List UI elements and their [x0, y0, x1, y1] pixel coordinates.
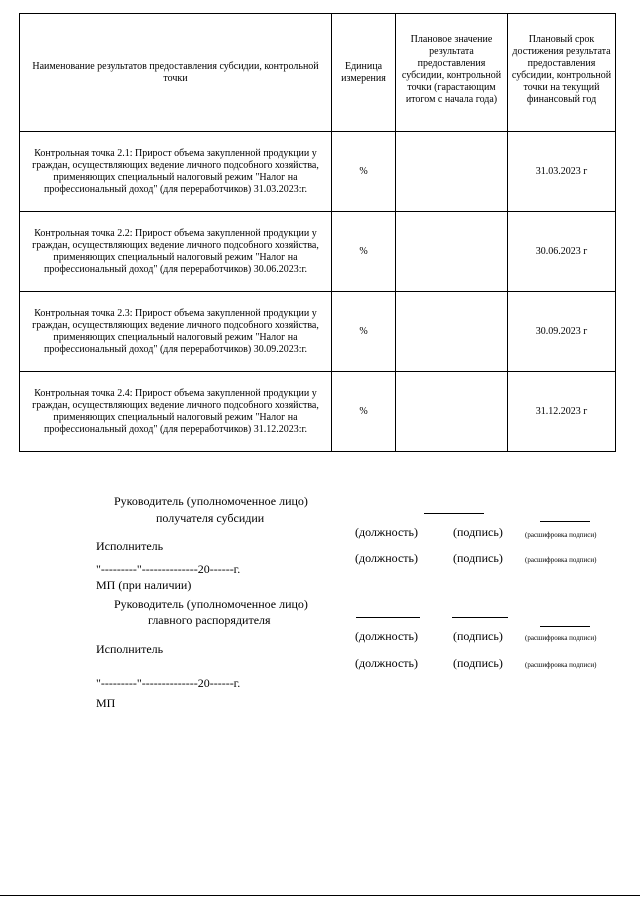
position-label: (должность) — [355, 525, 418, 539]
row-unit: % — [332, 132, 396, 212]
row-deadline: 30.09.2023 г — [508, 292, 616, 372]
transcript-label: (расшифровка подписи) — [525, 531, 597, 539]
stamp-label: МП (при наличии) — [96, 578, 192, 592]
executor-label: Исполнитель — [96, 642, 164, 656]
header-plan-value: Плановое значение результата предоставления субсидии, контрольной точки (гарастающим итогом с начала года) — [396, 14, 508, 132]
header-name: Наименование результатов предоставления субсидии, контрольной точки — [20, 14, 332, 132]
date-line: "---------"--------------20------г. — [96, 562, 241, 576]
signature-line — [540, 626, 590, 627]
row-deadline: 31.12.2023 г — [508, 372, 616, 452]
transcript-label: (расшифровка подписи) — [525, 556, 597, 564]
row-value — [396, 212, 508, 292]
row-value — [396, 372, 508, 452]
recipient-head-title: Руководитель (уполномоченное лицо) — [114, 494, 308, 508]
header-unit: Единица измерения — [332, 14, 396, 132]
row-name: Контрольная точка 2.2: Прирост объема закупленной продукции у граждан, осуществляющих ведение личного подсобного хозяйства, применяющих специальный налоговый режим "Налог на профессиональный доход" (для переработчиков) 30.06.2023:г. — [20, 212, 332, 292]
signature-label: (подпись) — [453, 629, 503, 643]
table-header-row — [20, 14, 616, 132]
row-name: Контрольная точка 2.3: Прирост объема закупленной продукции у граждан, осуществляющих ведение личного подсобного хозяйства, применяющих специальный налоговый режим "Налог на профессиональный доход" (для переработчиков) 30.09.2023:г. — [20, 292, 332, 372]
position-label: (должность) — [355, 551, 418, 565]
position-label: (должность) — [355, 656, 418, 670]
row-value — [396, 292, 508, 372]
distributor-head-title: Руководитель (уполномоченное лицо) — [114, 597, 308, 611]
signature-label: (подпись) — [453, 551, 503, 565]
header-plan-deadline: Плановый срок достижения результата предоставления субсидии, контрольной точки на текущий финансовый год — [508, 14, 616, 132]
signature-label: (подпись) — [453, 656, 503, 670]
executor-label: Исполнитель — [96, 539, 164, 553]
recipient-head-subtitle: получателя субсидии — [156, 511, 265, 525]
date-line: "---------"--------------20------г. — [96, 676, 241, 690]
page-bottom-rule — [0, 895, 640, 896]
transcript-label: (расшифровка подписи) — [525, 661, 597, 669]
row-name: Контрольная точка 2.4: Прирост объема закупленной продукции у граждан, осуществляющих ведение личного подсобного хозяйства, применяющих специальный налоговый режим "Налог на профессиональный доход" (для переработчиков) 31.12.2023:г. — [20, 372, 332, 452]
signature-label: (подпись) — [453, 525, 503, 539]
table-row — [20, 132, 616, 212]
table-row — [20, 372, 616, 452]
position-label: (должность) — [355, 629, 418, 643]
row-unit: % — [332, 212, 396, 292]
signature-line — [452, 617, 508, 618]
stamp-label: МП — [96, 696, 116, 710]
signature-line — [424, 513, 484, 514]
row-name: Контрольная точка 2.1: Прирост объема закупленной продукции у граждан, осуществляющих ведение личного подсобного хозяйства, применяющих специальный налоговый режим "Налог на профессиональный доход" (для переработчиков) 31.03.2023:г. — [20, 132, 332, 212]
results-table — [19, 13, 616, 452]
row-unit: % — [332, 292, 396, 372]
row-value — [396, 132, 508, 212]
table-row — [20, 212, 616, 292]
row-deadline: 30.06.2023 г — [508, 212, 616, 292]
signature-line — [540, 521, 590, 522]
table-row — [20, 292, 616, 372]
transcript-label: (расшифровка подписи) — [525, 634, 597, 642]
distributor-head-subtitle: главного распорядителя — [148, 613, 271, 627]
row-unit: % — [332, 372, 396, 452]
row-deadline: 31.03.2023 г — [508, 132, 616, 212]
signature-line — [356, 617, 420, 618]
